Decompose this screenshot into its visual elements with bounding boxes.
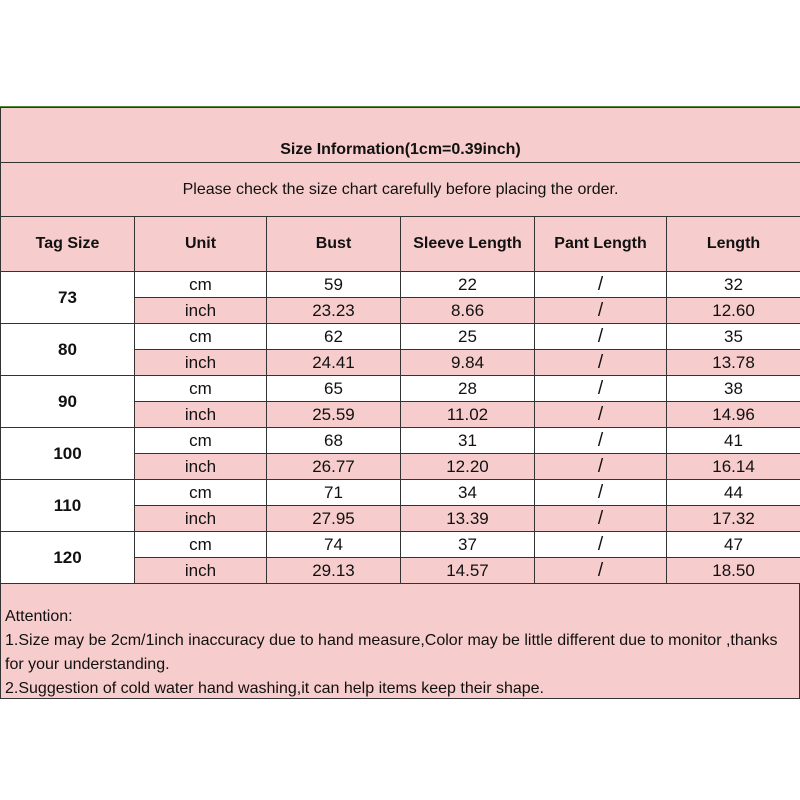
inch-bust-cell: 23.23 [267,298,401,324]
cm-length-cell: 35 [667,324,800,350]
inch-length-cell: 16.14 [667,454,800,480]
inch-pant-cell: / [535,298,667,324]
cm-sleeve-cell: 31 [401,428,535,454]
cm-pant-cell: / [535,480,667,506]
table-row [1,376,800,402]
size-table [0,107,800,584]
tag-size-cell: 80 [1,324,135,376]
table-row [1,480,800,506]
inch-sleeve-cell: 12.20 [401,454,535,480]
inch-length-cell: 17.32 [667,506,800,532]
table-row [1,532,800,558]
cm-bust-cell: 59 [267,272,401,298]
inch-sleeve-cell: 8.66 [401,298,535,324]
cm-pant-cell: / [535,272,667,298]
cm-bust-cell: 74 [267,532,401,558]
tag-size-cell: 110 [1,480,135,532]
inch-pant-cell: / [535,350,667,376]
attention-notes [0,584,800,699]
inch-unit-cell: inch [135,558,267,584]
inch-pant-cell: / [535,558,667,584]
cm-sleeve-cell: 34 [401,480,535,506]
tag-size-cell: 73 [1,272,135,324]
cm-sleeve-cell: 22 [401,272,535,298]
cm-length-cell: 38 [667,376,800,402]
cm-bust-cell: 62 [267,324,401,350]
inch-sleeve-cell: 14.57 [401,558,535,584]
cm-pant-cell: / [535,428,667,454]
cm-sleeve-cell: 25 [401,324,535,350]
inch-sleeve-cell: 9.84 [401,350,535,376]
cm-length-cell: 44 [667,480,800,506]
header-unit: Unit [135,217,267,272]
table-row [1,428,800,454]
tag-size-cell: 90 [1,376,135,428]
cm-pant-cell: / [535,324,667,350]
cm-length-cell: 32 [667,272,800,298]
inch-length-cell: 13.78 [667,350,800,376]
header-bust: Bust [267,217,401,272]
cm-length-cell: 41 [667,428,800,454]
attention-heading: Attention: [5,608,73,625]
inch-bust-cell: 24.41 [267,350,401,376]
inch-pant-cell: / [535,454,667,480]
cm-unit-cell: cm [135,532,267,558]
cm-bust-cell: 71 [267,480,401,506]
cm-unit-cell: cm [135,272,267,298]
attention-note-1: 1.Size may be 2cm/1inch inaccuracy due to hand measure,Color may be little different due to monitor ,thanks for your understanding. [5,632,778,673]
inch-unit-cell: inch [135,298,267,324]
cm-sleeve-cell: 28 [401,376,535,402]
inch-bust-cell: 29.13 [267,558,401,584]
attention-note-2: 2.Suggestion of cold water hand washing,it can help items keep their shape. [5,680,544,697]
inch-length-cell: 14.96 [667,402,800,428]
cm-length-cell: 47 [667,532,800,558]
tag-size-cell: 120 [1,532,135,584]
inch-pant-cell: / [535,506,667,532]
chart-notice: Please check the size chart carefully before placing the order. [1,163,800,217]
inch-bust-cell: 26.77 [267,454,401,480]
cm-sleeve-cell: 37 [401,532,535,558]
inch-length-cell: 12.60 [667,298,800,324]
inch-unit-cell: inch [135,350,267,376]
inch-unit-cell: inch [135,454,267,480]
cm-bust-cell: 68 [267,428,401,454]
inch-unit-cell: inch [135,506,267,532]
cm-pant-cell: / [535,532,667,558]
cm-unit-cell: cm [135,428,267,454]
cm-bust-cell: 65 [267,376,401,402]
inch-sleeve-cell: 11.02 [401,402,535,428]
cm-unit-cell: cm [135,480,267,506]
cm-unit-cell: cm [135,376,267,402]
inch-pant-cell: / [535,402,667,428]
cm-unit-cell: cm [135,324,267,350]
cm-pant-cell: / [535,376,667,402]
chart-title: Size Information(1cm=0.39inch) [1,108,800,163]
tag-size-cell: 100 [1,428,135,480]
header-tag-size: Tag Size [1,217,135,272]
table-row [1,324,800,350]
inch-sleeve-cell: 13.39 [401,506,535,532]
inch-bust-cell: 27.95 [267,506,401,532]
header-length: Length [667,217,800,272]
inch-bust-cell: 25.59 [267,402,401,428]
inch-unit-cell: inch [135,402,267,428]
header-sleeve-length: Sleeve Length [401,217,535,272]
size-chart [0,106,800,695]
header-pant-length: Pant Length [535,217,667,272]
table-row [1,272,800,298]
inch-length-cell: 18.50 [667,558,800,584]
